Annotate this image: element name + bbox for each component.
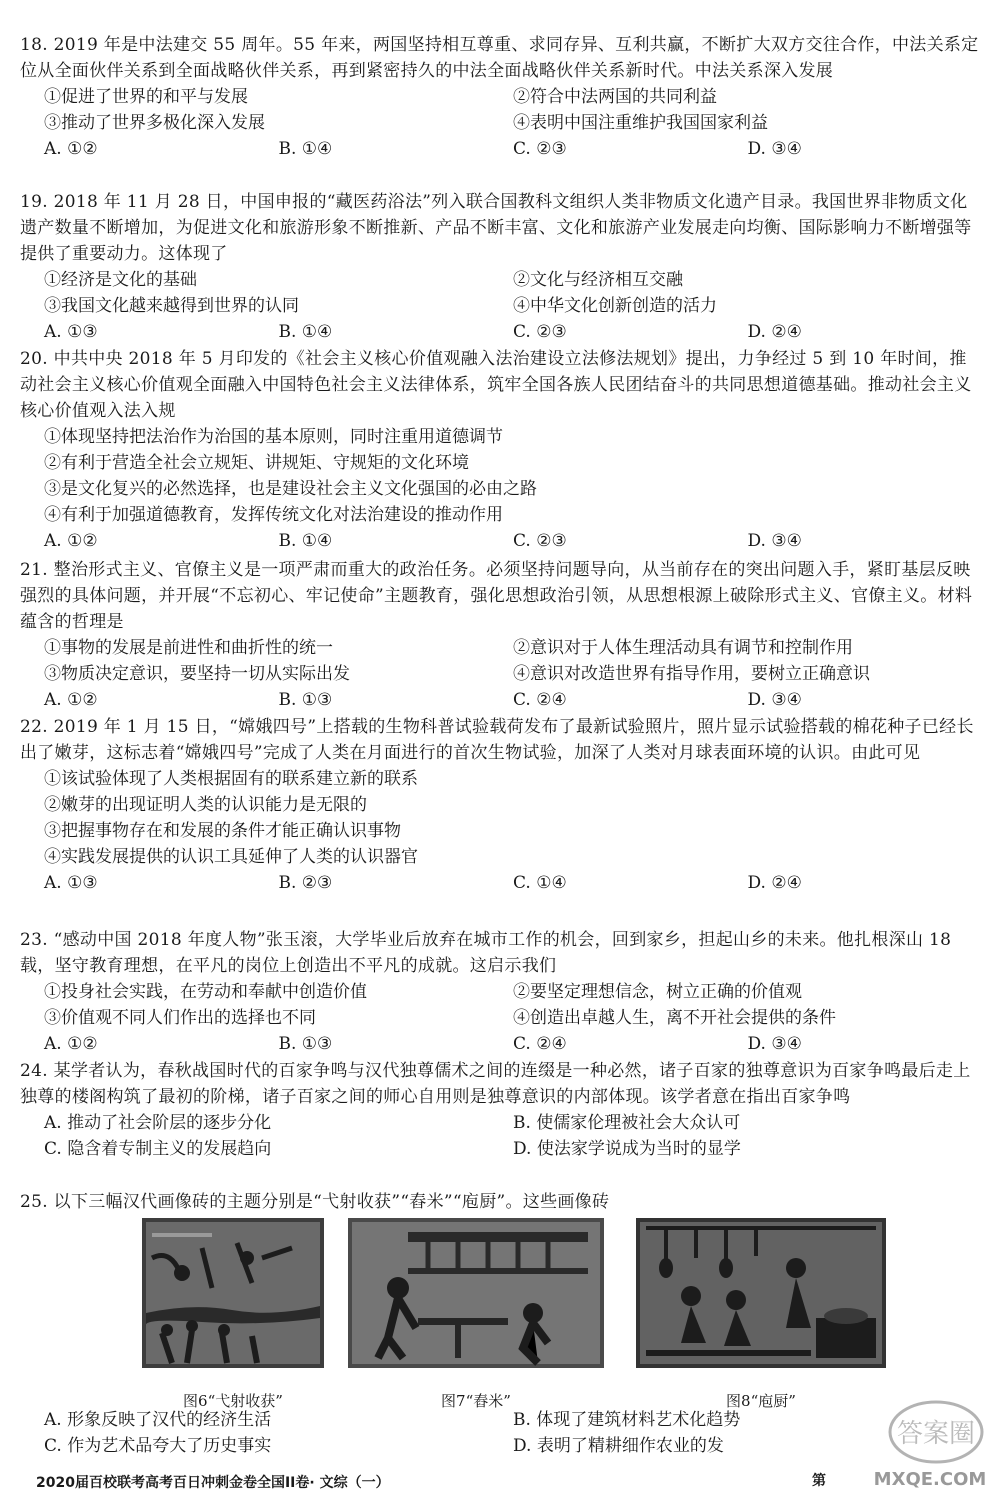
brick-relief-kitchen-image bbox=[636, 1218, 886, 1368]
option-d: D. ③④ bbox=[747, 1034, 802, 1054]
question-stem: 23. “感动中国 2018 年度人物”张玉滚，大学毕业后放弃在城市工作的机会，回到家乡，担起山乡的未来。他扎根深山 18 载，坚守教育理想，在平凡的岗位上创造出不平凡的成就。这启示我们 bbox=[20, 930, 952, 976]
statement-item: ④创造出卓越人生，离不开社会提供的条件 bbox=[513, 1008, 836, 1028]
option-d: D. ②④ bbox=[747, 322, 802, 342]
statement-item: ①促进了世界的和平与发展 bbox=[44, 87, 248, 107]
option-c: C. 作为艺术品夸大了历史事实 bbox=[44, 1436, 272, 1456]
option-c: C. ①④ bbox=[513, 873, 567, 893]
option-d: D. 使法家学说成为当时的显学 bbox=[513, 1139, 741, 1159]
stamp-text: 答案圈 bbox=[896, 1419, 976, 1449]
option-b: B. ②③ bbox=[278, 873, 333, 893]
statement-item: ④中华文化创新创造的活力 bbox=[513, 296, 717, 316]
watermark-stamp-logo bbox=[818, 1392, 988, 1492]
option-d: D. ②④ bbox=[747, 873, 802, 893]
statement-item: ②文化与经济相互交融 bbox=[513, 270, 683, 290]
statement-item: ④表明中国注重维护我国国家利益 bbox=[513, 113, 768, 133]
option-a: A. ①② bbox=[44, 531, 98, 551]
statement-item: ②符合中法两国的共同利益 bbox=[513, 87, 717, 107]
option-b: B. ①④ bbox=[278, 531, 333, 551]
option-a: A. ①③ bbox=[44, 873, 98, 893]
figure-row bbox=[0, 1218, 1000, 1408]
question-stem: 21. 整治形式主义、官僚主义是一项严肃而重大的政治任务。必须坚持问题导向，从当前存在的突出问题入手，紧盯基层反映强烈的具体问题，并开展“不忘初心、牢记使命”主题教育，强化思想政治引领，从思想根源上破除形式主义、官僚主义。材料蕴含的哲理是 bbox=[20, 560, 973, 632]
brick-relief-hunting-harvest-image bbox=[142, 1218, 324, 1368]
statement-item: ②要坚定理想信念，树立正确的价值观 bbox=[513, 982, 802, 1002]
option-c: C. ②④ bbox=[513, 690, 567, 710]
statement-item: ④实践发展提供的认识工具延伸了人类的认识器官 bbox=[44, 847, 418, 867]
statement-item: ①经济是文化的基础 bbox=[44, 270, 197, 290]
option-a: A. ①② bbox=[44, 1034, 98, 1054]
exam-footer: 2020届百校联考高考百日冲刺金卷全国II卷· 文综（一） bbox=[36, 1475, 390, 1491]
option-a: A. ①② bbox=[44, 690, 98, 710]
option-a: A. ①③ bbox=[44, 322, 98, 342]
figure-6 bbox=[142, 1218, 324, 1413]
statement-item: ②嫩芽的出现证明人类的认识能力是无限的 bbox=[44, 795, 367, 815]
question-21 bbox=[20, 557, 982, 713]
statement-item: ③把握事物存在和发展的条件才能正确认识事物 bbox=[44, 821, 401, 841]
option-a: A. ①② bbox=[44, 139, 98, 159]
statement-item: ③推动了世界多极化深入发展 bbox=[44, 113, 265, 133]
statement-item: ①该试验体现了人类根据固有的联系建立新的联系 bbox=[44, 769, 418, 789]
option-a: A. 形象反映了汉代的经济生活 bbox=[44, 1410, 272, 1430]
statement-item: ④意识对改造世界有指导作用，要树立正确意识 bbox=[513, 664, 870, 684]
statement-item: ③价值观不同人们作出的选择也不同 bbox=[44, 1008, 316, 1028]
statement-item: ②意识对于人体生理活动具有调节和控制作用 bbox=[513, 638, 853, 658]
figure-8 bbox=[636, 1218, 886, 1413]
brick-relief-rice-pounding-image bbox=[348, 1218, 604, 1368]
figure-caption: 图7“舂米” bbox=[441, 1392, 511, 1410]
option-c: C. 隐含着专制主义的发展趋向 bbox=[44, 1139, 272, 1159]
statement-item: ②有利于营造全社会立规矩、讲规矩、守规矩的文化环境 bbox=[44, 453, 469, 473]
question-stem: 20. 中共中央 2018 年 5 月印发的《社会主义核心价值观融入法治建设立法修法规划》提出，力争经过 5 到 10 年时间，推动社会主义核心价值观全面融入中国特色社会主义法律体系，筑牢全国各族人民团结奋斗的共同思想道德基础。推动社会主义核心价值观入法入规 bbox=[20, 349, 972, 421]
question-23 bbox=[20, 927, 982, 1057]
question-24 bbox=[20, 1058, 982, 1162]
question-25 bbox=[20, 1189, 982, 1215]
page-number: 第 bbox=[812, 1473, 826, 1489]
question-stem: 19. 2018 年 11 月 28 日，中国申报的“藏医药浴法”列入联合国教科文组织人类非物质文化遗产目录。我国世界非物质文化遗产数量不断增加，为促进文化和旅游形象不断推新、产品不断丰富、文化和旅游产业发展走向均衡、国际影响力不断增强等提供了重要动力。这体现了 bbox=[20, 192, 972, 264]
question-22 bbox=[20, 714, 982, 896]
question-18 bbox=[20, 32, 982, 162]
statement-item: ③物质决定意识，要坚持一切从实际出发 bbox=[44, 664, 350, 684]
question-19 bbox=[20, 189, 982, 345]
option-c: C. ②④ bbox=[513, 1034, 567, 1054]
statement-item: ③是文化复兴的必然选择，也是建设社会主义文化强国的必由之路 bbox=[44, 479, 537, 499]
question-stem: 25. 以下三幅汉代画像砖的主题分别是“弋射收获”“舂米”“庖厨”。这些画像砖 bbox=[20, 1192, 610, 1212]
option-a: A. 推动了社会阶层的逐步分化 bbox=[44, 1113, 272, 1133]
figure-caption: 图8“庖厨” bbox=[726, 1392, 796, 1410]
question-stem: 24. 某学者认为，春秋战国时代的百家争鸣与汉代独尊儒术之间的连缀是一种必然，诸子百家的独尊意识为百家争鸣最后走上独尊的楼阁构筑了最初的阶梯，诸子百家之间的师心自用则是独尊意识的内部体现。该学者意在指出百家争鸣 bbox=[20, 1061, 971, 1107]
statement-item: ①事物的发展是前进性和曲折性的统一 bbox=[44, 638, 333, 658]
option-b: B. ①④ bbox=[278, 139, 333, 159]
option-b: B. 体现了建筑材料艺术化趋势 bbox=[513, 1410, 741, 1430]
question-20 bbox=[20, 346, 982, 554]
statement-item: ④有利于加强道德教育，发挥传统文化对法治建设的推动作用 bbox=[44, 505, 503, 525]
question-stem: 22. 2019 年 1 月 15 日，“嫦娥四号”上搭载的生物科普试验载荷发布了最新试验照片，照片显示试验搭载的棉花种子已经长出了嫩芽，这标志着“嫦娥四号”完成了人类在月面进行的首次生物试验，加深了人类对月球表面环境的认识。由此可见 bbox=[20, 717, 974, 763]
statement-item: ①投身社会实践，在劳动和奉献中创造价值 bbox=[44, 982, 367, 1002]
option-b: B. 使儒家伦理被社会大众认可 bbox=[513, 1113, 741, 1133]
option-b: B. ①③ bbox=[278, 1034, 333, 1054]
option-b: B. ①③ bbox=[278, 690, 333, 710]
option-c: C. ②③ bbox=[513, 322, 567, 342]
option-c: C. ②③ bbox=[513, 139, 567, 159]
figure-caption: 图6“弋射收获” bbox=[183, 1392, 283, 1410]
option-c: C. ②③ bbox=[513, 531, 567, 551]
watermark-text: MXQE.COM bbox=[873, 1469, 987, 1490]
option-b: B. ①④ bbox=[278, 322, 333, 342]
figure-7 bbox=[348, 1218, 604, 1413]
option-d: D. ③④ bbox=[747, 690, 802, 710]
statement-item: ①体现坚持把法治作为治国的基本原则，同时注重用道德调节 bbox=[44, 427, 503, 447]
question-stem: 18. 2019 年是中法建交 55 周年。55 年来，两国坚持相互尊重、求同存异、互利共赢，不断扩大双方交往合作，中法关系定位从全面伙伴关系到全面战略伙伴关系，再到紧密持久的中法全面战略伙伴关系新时代。中法关系深入发展 bbox=[20, 35, 979, 81]
option-d: D. ③④ bbox=[747, 139, 802, 159]
statement-item: ③我国文化越来越得到世界的认同 bbox=[44, 296, 299, 316]
option-d: D. 表明了精耕细作农业的发 bbox=[513, 1436, 724, 1456]
option-d: D. ③④ bbox=[747, 531, 802, 551]
